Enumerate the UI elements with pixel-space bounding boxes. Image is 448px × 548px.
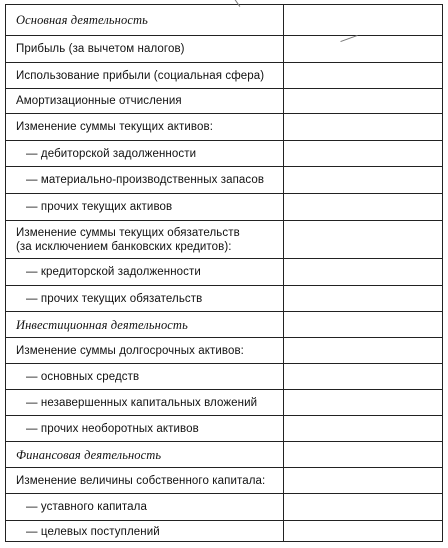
row-label: Изменение величины собственного капитала:	[16, 474, 266, 487]
value-cell	[283, 114, 442, 140]
table-row	[6, 415, 442, 441]
value-cell	[283, 312, 442, 337]
table-row	[6, 311, 442, 337]
sub-item-label: — незавершенных капитальных вложений	[26, 396, 258, 409]
value-cell	[283, 259, 442, 285]
value-cell	[283, 167, 442, 193]
table-row	[6, 285, 442, 311]
sub-item-label: — дебиторской задолженности	[26, 147, 197, 160]
table-row	[6, 140, 442, 166]
sub-item-label: — основных средств	[26, 370, 140, 383]
table-row	[6, 166, 442, 193]
value-cell	[283, 338, 442, 363]
row-label: Изменение суммы долгосрочных активов:	[16, 344, 244, 357]
table-row	[6, 441, 442, 467]
sub-item-label: — прочих текущих обязательств	[26, 292, 203, 305]
table-row	[6, 493, 442, 520]
value-cell	[283, 468, 442, 493]
row-label: Амортизационные отчисления	[16, 95, 182, 107]
table-row	[6, 258, 442, 285]
value-cell	[283, 521, 442, 542]
table-row	[6, 337, 442, 363]
table-row	[6, 113, 442, 140]
value-cell	[283, 221, 442, 258]
table-row	[6, 62, 442, 88]
section-heading: Инвестиционная деятельность	[16, 317, 188, 332]
value-cell	[283, 89, 442, 113]
value-cell	[283, 416, 442, 441]
value-cell	[283, 442, 442, 467]
sub-item-label: — материально-производственных запасов	[26, 174, 265, 186]
table-row	[6, 35, 442, 62]
table-row	[6, 363, 442, 389]
value-cell	[283, 36, 442, 62]
value-cell	[283, 141, 442, 166]
value-cell	[283, 364, 442, 389]
section-heading: Основная деятельность	[16, 13, 148, 27]
table-row	[6, 88, 442, 113]
section-heading: Финансовая деятельность	[16, 447, 162, 462]
table-row	[6, 5, 442, 35]
value-cell	[283, 5, 442, 35]
row-label: Изменение суммы текущих активов:	[16, 121, 213, 133]
table-row	[6, 220, 442, 258]
financial-activity-table	[5, 4, 443, 542]
row-label: Изменение суммы текущих обязательств (за исключением банковских кредитов):	[16, 226, 240, 253]
row-label: Прибыль (за вычетом налогов)	[16, 43, 185, 55]
table-row	[6, 389, 442, 415]
table-row	[6, 520, 442, 542]
value-cell	[283, 63, 442, 88]
sub-item-label: — прочих необоротных активов	[26, 422, 199, 435]
value-cell	[283, 494, 442, 520]
table-row	[6, 467, 442, 493]
sub-item-label: — уставного капитала	[26, 501, 147, 513]
value-cell	[283, 194, 442, 220]
table-row	[6, 193, 442, 220]
row-label: Использование прибыли (социальная сфера)	[16, 69, 265, 82]
sub-item-label: — кредиторской задолженности	[26, 266, 201, 278]
value-cell	[283, 286, 442, 311]
sub-item-label: — прочих текущих активов	[26, 201, 173, 213]
sub-item-label: — целевых поступлений	[26, 525, 160, 538]
value-cell	[283, 390, 442, 415]
